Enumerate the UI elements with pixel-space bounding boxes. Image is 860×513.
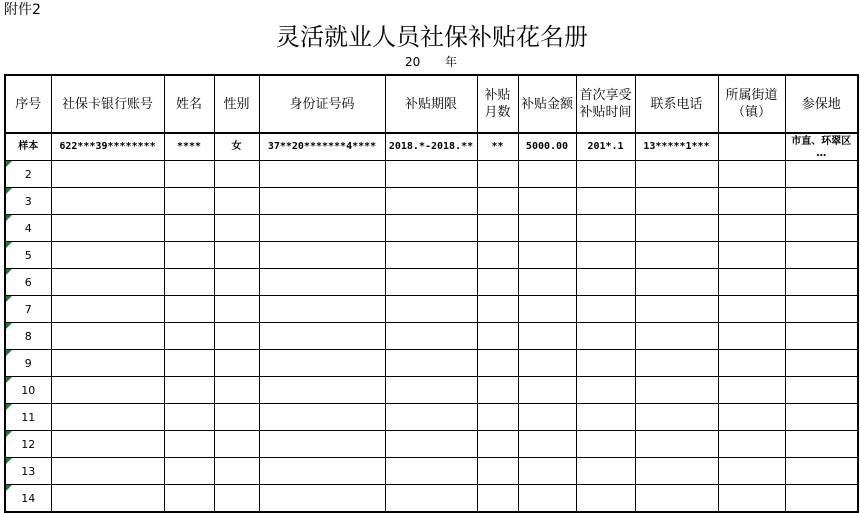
- cell-subsidy-months[interactable]: [477, 242, 518, 269]
- cell-subsidy-period[interactable]: [385, 269, 477, 296]
- row-seq-cell[interactable]: [5, 161, 51, 188]
- row-seq-cell[interactable]: [5, 269, 51, 296]
- header-subsidy-amount[interactable]: 补贴金额: [518, 75, 576, 133]
- cell-subsidy-months[interactable]: [477, 323, 518, 350]
- cell-subsidy-amount[interactable]: [518, 296, 576, 323]
- cell-id-number[interactable]: [259, 269, 385, 296]
- sample-bank-account[interactable]: 622***39********: [51, 133, 164, 161]
- cell-insured-place[interactable]: [785, 215, 858, 242]
- row-number: 7: [24, 302, 32, 316]
- error-indicator-icon: [6, 242, 12, 248]
- page-title: 灵活就业人员社保补贴花名册: [276, 23, 588, 51]
- error-indicator-icon: [6, 269, 12, 275]
- row-number: 9: [24, 356, 32, 370]
- cell-name[interactable]: [164, 296, 214, 323]
- cell-phone[interactable]: [635, 485, 718, 513]
- sample-phone[interactable]: 13*****1***: [635, 133, 718, 161]
- cell-subsidy-period[interactable]: [385, 431, 477, 458]
- cell-subsidy-amount[interactable]: [518, 458, 576, 485]
- header-first-subsidy-time[interactable]: 首次享受 补贴时间: [576, 75, 635, 133]
- row-number: 14: [21, 491, 36, 505]
- row-number: 8: [24, 329, 32, 343]
- sample-gender[interactable]: 女: [214, 133, 259, 161]
- cell-name[interactable]: [164, 215, 214, 242]
- cell-subsidy-amount[interactable]: [518, 323, 576, 350]
- cell-first-subsidy-time[interactable]: [576, 377, 635, 404]
- header-insured-place[interactable]: 参保地: [785, 75, 858, 133]
- cell-subsidy-period[interactable]: [385, 458, 477, 485]
- table-row: [5, 431, 858, 458]
- cell-name[interactable]: [164, 350, 214, 377]
- cell-phone[interactable]: [635, 242, 718, 269]
- cell-subsidy-period[interactable]: [385, 242, 477, 269]
- table-row: [5, 404, 858, 431]
- table-row: [5, 485, 858, 513]
- cell-street[interactable]: [718, 431, 785, 458]
- cell-bank-account[interactable]: [51, 215, 164, 242]
- cell-subsidy-months[interactable]: [477, 350, 518, 377]
- cell-street[interactable]: [718, 404, 785, 431]
- cell-subsidy-period[interactable]: [385, 296, 477, 323]
- cell-id-number[interactable]: [259, 323, 385, 350]
- row-seq-cell[interactable]: [5, 215, 51, 242]
- cell-subsidy-months[interactable]: [477, 377, 518, 404]
- cell-phone[interactable]: [635, 269, 718, 296]
- cell-insured-place[interactable]: [785, 404, 858, 431]
- row-seq-cell[interactable]: [5, 323, 51, 350]
- cell-bank-account[interactable]: [51, 350, 164, 377]
- table-row: [5, 269, 858, 296]
- cell-street[interactable]: [718, 242, 785, 269]
- table-row: [5, 215, 858, 242]
- header-name[interactable]: 姓名: [164, 75, 214, 133]
- cell-name[interactable]: [164, 485, 214, 513]
- cell-subsidy-period[interactable]: [385, 323, 477, 350]
- cell-insured-place[interactable]: [785, 188, 858, 215]
- cell-subsidy-period[interactable]: [385, 350, 477, 377]
- row-seq-cell[interactable]: [5, 431, 51, 458]
- cell-street[interactable]: [718, 215, 785, 242]
- cell-subsidy-period[interactable]: [385, 404, 477, 431]
- cell-subsidy-months[interactable]: [477, 458, 518, 485]
- cell-id-number[interactable]: [259, 350, 385, 377]
- cell-phone[interactable]: [635, 296, 718, 323]
- row-seq-cell[interactable]: [5, 458, 51, 485]
- cell-first-subsidy-time[interactable]: [576, 161, 635, 188]
- attachment-label: 附件2: [4, 2, 41, 18]
- cell-id-number[interactable]: [259, 161, 385, 188]
- cell-street[interactable]: [718, 350, 785, 377]
- cell-subsidy-amount[interactable]: [518, 188, 576, 215]
- cell-name[interactable]: [164, 377, 214, 404]
- cell-insured-place[interactable]: [785, 431, 858, 458]
- cell-subsidy-amount[interactable]: [518, 377, 576, 404]
- cell-id-number[interactable]: [259, 404, 385, 431]
- sample-subsidy-period[interactable]: 2018.*-2018.**: [385, 133, 477, 161]
- cell-phone[interactable]: [635, 404, 718, 431]
- cell-gender[interactable]: [214, 161, 259, 188]
- cell-street[interactable]: [718, 161, 785, 188]
- cell-subsidy-months[interactable]: [477, 485, 518, 513]
- cell-first-subsidy-time[interactable]: [576, 296, 635, 323]
- cell-insured-place[interactable]: [785, 377, 858, 404]
- cell-subsidy-months[interactable]: [477, 161, 518, 188]
- cell-gender[interactable]: [214, 296, 259, 323]
- error-indicator-icon: [6, 431, 12, 437]
- error-indicator-icon: [6, 188, 12, 194]
- header-subsidy-months[interactable]: 补贴 月数: [477, 75, 518, 133]
- cell-street[interactable]: [718, 269, 785, 296]
- cell-subsidy-months[interactable]: [477, 431, 518, 458]
- table-row: [5, 458, 858, 485]
- error-indicator-icon: [6, 458, 12, 464]
- sample-subsidy-months[interactable]: **: [477, 133, 518, 161]
- cell-name[interactable]: [164, 269, 214, 296]
- row-number: 5: [24, 248, 32, 262]
- sample-id-number[interactable]: 37**20*******4****: [259, 133, 385, 161]
- error-indicator-icon: [6, 161, 12, 167]
- cell-bank-account[interactable]: [51, 458, 164, 485]
- cell-first-subsidy-time[interactable]: [576, 431, 635, 458]
- cell-first-subsidy-time[interactable]: [576, 215, 635, 242]
- sample-seq[interactable]: 样本: [5, 133, 51, 161]
- cell-id-number[interactable]: [259, 215, 385, 242]
- table-row: [5, 377, 858, 404]
- cell-street[interactable]: [718, 296, 785, 323]
- header-seq[interactable]: 序号: [5, 75, 51, 133]
- cell-bank-account[interactable]: [51, 404, 164, 431]
- cell-gender[interactable]: [214, 431, 259, 458]
- cell-gender[interactable]: [214, 323, 259, 350]
- table-row: [5, 161, 858, 188]
- cell-name[interactable]: [164, 242, 214, 269]
- sample-first-subsidy-time[interactable]: 201*.1: [576, 133, 635, 161]
- table-row: [5, 350, 858, 377]
- cell-phone[interactable]: [635, 323, 718, 350]
- cell-bank-account[interactable]: [51, 296, 164, 323]
- sample-subsidy-amount[interactable]: 5000.00: [518, 133, 576, 161]
- cell-subsidy-months[interactable]: [477, 296, 518, 323]
- cell-name[interactable]: [164, 323, 214, 350]
- cell-gender[interactable]: [214, 215, 259, 242]
- cell-name[interactable]: [164, 188, 214, 215]
- cell-subsidy-months[interactable]: [477, 269, 518, 296]
- cell-id-number[interactable]: [259, 431, 385, 458]
- table-row: [5, 188, 858, 215]
- cell-phone[interactable]: [635, 188, 718, 215]
- row-number: 6: [24, 275, 32, 289]
- cell-phone[interactable]: [635, 458, 718, 485]
- cell-first-subsidy-time[interactable]: [576, 404, 635, 431]
- cell-id-number[interactable]: [259, 242, 385, 269]
- row-number: 10: [21, 383, 36, 397]
- cell-subsidy-amount[interactable]: [518, 242, 576, 269]
- cell-bank-account[interactable]: [51, 377, 164, 404]
- cell-insured-place[interactable]: [785, 458, 858, 485]
- cell-gender[interactable]: [214, 485, 259, 513]
- cell-insured-place[interactable]: [785, 161, 858, 188]
- cell-phone[interactable]: [635, 350, 718, 377]
- cell-insured-place[interactable]: [785, 323, 858, 350]
- cell-insured-place[interactable]: [785, 296, 858, 323]
- cell-bank-account[interactable]: [51, 161, 164, 188]
- cell-gender[interactable]: [214, 188, 259, 215]
- cell-gender[interactable]: [214, 269, 259, 296]
- cell-gender[interactable]: [214, 350, 259, 377]
- cell-first-subsidy-time[interactable]: [576, 350, 635, 377]
- cell-gender[interactable]: [214, 242, 259, 269]
- year-prefix: 20: [405, 55, 421, 69]
- sample-row: [5, 133, 858, 161]
- cell-subsidy-months[interactable]: [477, 404, 518, 431]
- cell-street[interactable]: [718, 377, 785, 404]
- cell-id-number[interactable]: [259, 188, 385, 215]
- cell-bank-account[interactable]: [51, 323, 164, 350]
- cell-gender[interactable]: [214, 377, 259, 404]
- cell-bank-account[interactable]: [51, 242, 164, 269]
- cell-subsidy-period[interactable]: [385, 377, 477, 404]
- cell-name[interactable]: [164, 404, 214, 431]
- cell-gender[interactable]: [214, 458, 259, 485]
- cell-subsidy-amount[interactable]: [518, 404, 576, 431]
- cell-street[interactable]: [718, 485, 785, 513]
- cell-subsidy-period[interactable]: [385, 188, 477, 215]
- error-indicator-icon: [6, 350, 12, 356]
- error-indicator-icon: [6, 296, 12, 302]
- cell-bank-account[interactable]: [51, 431, 164, 458]
- cell-name[interactable]: [164, 431, 214, 458]
- cell-subsidy-period[interactable]: [385, 215, 477, 242]
- row-seq-cell[interactable]: [5, 188, 51, 215]
- cell-phone[interactable]: [635, 215, 718, 242]
- cell-id-number[interactable]: [259, 377, 385, 404]
- row-number: 3: [24, 194, 32, 208]
- cell-name[interactable]: [164, 458, 214, 485]
- cell-subsidy-amount[interactable]: [518, 215, 576, 242]
- cell-first-subsidy-time[interactable]: [576, 269, 635, 296]
- cell-bank-account[interactable]: [51, 188, 164, 215]
- cell-subsidy-amount[interactable]: [518, 431, 576, 458]
- table-row: [5, 323, 858, 350]
- error-indicator-icon: [6, 485, 12, 491]
- roster-table: [4, 74, 859, 513]
- cell-id-number[interactable]: [259, 296, 385, 323]
- cell-first-subsidy-time[interactable]: [576, 458, 635, 485]
- cell-bank-account[interactable]: [51, 485, 164, 513]
- cell-street[interactable]: [718, 188, 785, 215]
- row-seq-cell[interactable]: [5, 296, 51, 323]
- cell-street[interactable]: [718, 458, 785, 485]
- table-row: [5, 296, 858, 323]
- sample-street[interactable]: [718, 133, 785, 161]
- cell-insured-place[interactable]: [785, 269, 858, 296]
- cell-first-subsidy-time[interactable]: [576, 188, 635, 215]
- cell-subsidy-amount[interactable]: [518, 269, 576, 296]
- cell-insured-place[interactable]: [785, 350, 858, 377]
- row-number: 11: [21, 410, 36, 424]
- cell-subsidy-months[interactable]: [477, 215, 518, 242]
- cell-name[interactable]: [164, 161, 214, 188]
- row-seq-cell[interactable]: [5, 350, 51, 377]
- header-subsidy-period[interactable]: 补贴期限: [385, 75, 477, 133]
- cell-street[interactable]: [718, 323, 785, 350]
- header-street[interactable]: 所属街道 （镇）: [718, 75, 785, 133]
- cell-insured-place[interactable]: [785, 242, 858, 269]
- error-indicator-icon: [6, 215, 12, 221]
- cell-subsidy-period[interactable]: [385, 485, 477, 513]
- row-seq-cell[interactable]: [5, 377, 51, 404]
- table-header-row: [5, 75, 858, 133]
- error-indicator-icon: [6, 377, 12, 383]
- cell-subsidy-amount[interactable]: [518, 350, 576, 377]
- header-gender[interactable]: 性别: [214, 75, 259, 133]
- cell-bank-account[interactable]: [51, 269, 164, 296]
- cell-insured-place[interactable]: [785, 485, 858, 513]
- row-seq-cell[interactable]: [5, 485, 51, 513]
- header-phone[interactable]: 联系电话: [635, 75, 718, 133]
- row-number: 2: [24, 167, 32, 181]
- sample-insured-place[interactable]: 市直、环翠区 …: [785, 133, 858, 161]
- cell-id-number[interactable]: [259, 485, 385, 513]
- row-number: 4: [24, 221, 32, 235]
- cell-gender[interactable]: [214, 404, 259, 431]
- sample-name[interactable]: ****: [164, 133, 214, 161]
- error-indicator-icon: [6, 323, 12, 329]
- cell-subsidy-months[interactable]: [477, 188, 518, 215]
- row-seq-cell[interactable]: [5, 242, 51, 269]
- error-indicator-icon: [6, 404, 12, 410]
- cell-phone[interactable]: [635, 161, 718, 188]
- cell-first-subsidy-time[interactable]: [576, 242, 635, 269]
- cell-subsidy-amount[interactable]: [518, 485, 576, 513]
- header-bank-account[interactable]: 社保卡银行账号: [51, 75, 164, 133]
- year-suffix: 年: [445, 55, 458, 69]
- header-id-number[interactable]: 身份证号码: [259, 75, 385, 133]
- row-number: 13: [21, 464, 36, 478]
- cell-subsidy-amount[interactable]: [518, 161, 576, 188]
- cell-first-subsidy-time[interactable]: [576, 323, 635, 350]
- cell-subsidy-period[interactable]: [385, 161, 477, 188]
- cell-first-subsidy-time[interactable]: [576, 485, 635, 513]
- table-row: [5, 242, 858, 269]
- row-seq-cell[interactable]: [5, 404, 51, 431]
- cell-id-number[interactable]: [259, 458, 385, 485]
- cell-phone[interactable]: [635, 431, 718, 458]
- row-number: 12: [21, 437, 36, 451]
- cell-phone[interactable]: [635, 377, 718, 404]
